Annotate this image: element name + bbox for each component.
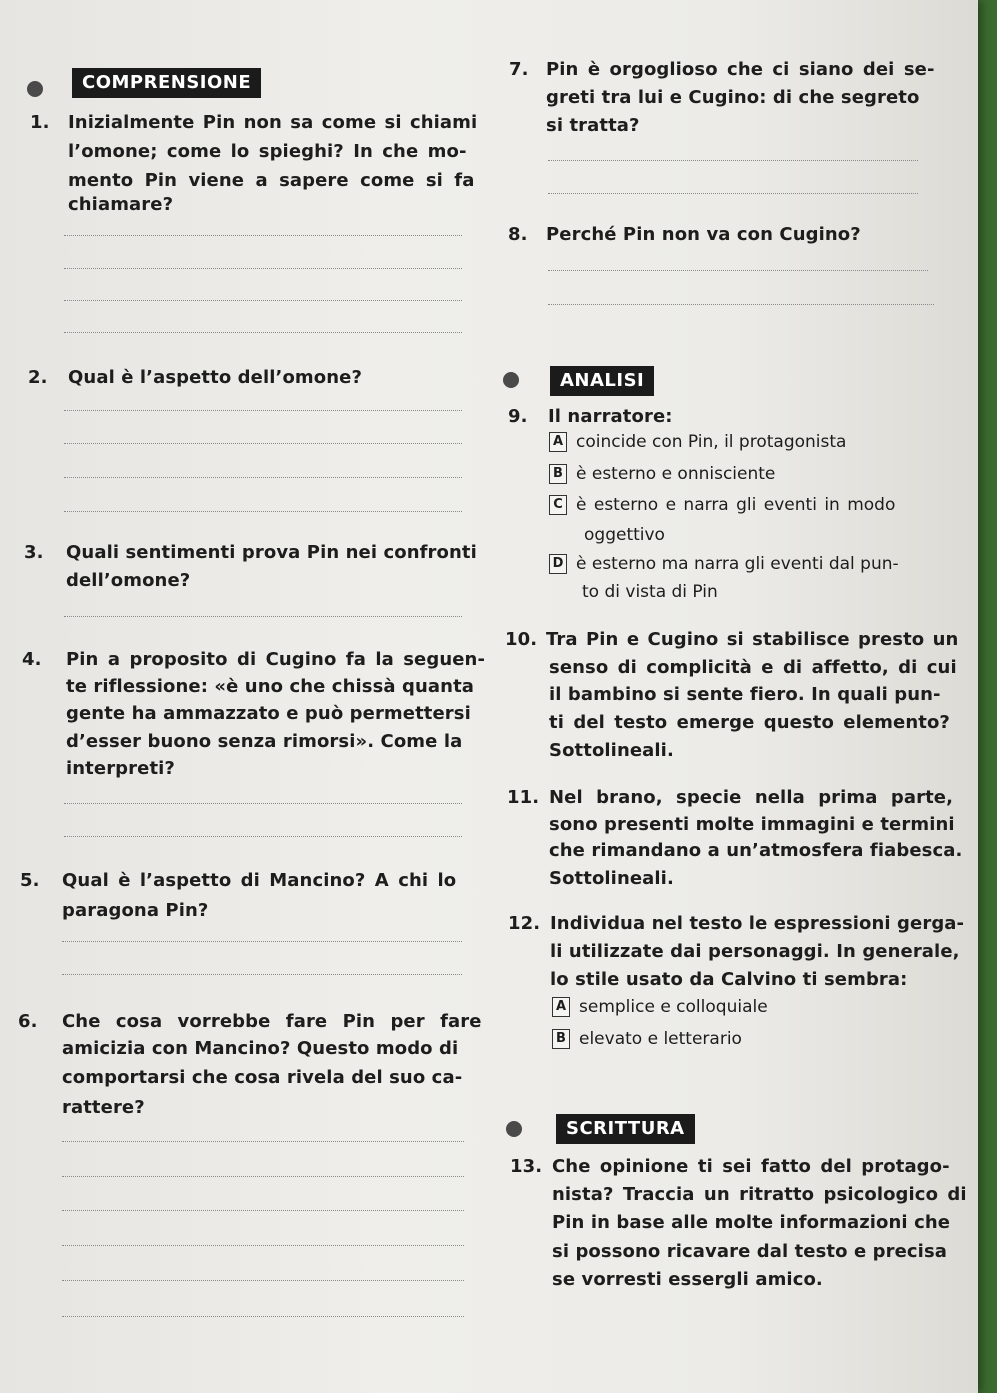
option-letter-box[interactable]: B — [552, 1029, 570, 1049]
q12-line: lo stile usato da Calvino ti sembra: — [550, 969, 908, 990]
q10-line: senso di complicità e di affetto, di cui — [549, 657, 957, 678]
q1-line: mento Pin viene a sapere come si fa — [68, 170, 475, 191]
section-title-analisi: ANALISI — [550, 366, 654, 396]
answer-line[interactable] — [62, 941, 462, 942]
q13-number: 13. — [510, 1156, 543, 1177]
answer-line[interactable] — [62, 974, 462, 975]
section-title-comprensione: COMPRENSIONE — [72, 68, 261, 98]
q9-option-c[interactable] — [549, 491, 895, 520]
q1-line: chiamare? — [68, 194, 174, 215]
q8-line: Perché Pin non va con Cugino? — [546, 224, 861, 245]
section-bullet-icon — [506, 1121, 522, 1137]
q4-line: interpreti? — [66, 758, 175, 779]
section-bullet-icon — [503, 372, 519, 388]
option-letter-box[interactable]: D — [549, 554, 567, 574]
q13-line: se vorresti essergli amico. — [552, 1269, 823, 1290]
q9-line: Il narratore: — [548, 406, 673, 427]
answer-line[interactable] — [64, 803, 462, 804]
answer-line[interactable] — [64, 511, 462, 512]
q4-line: gente ha ammazzato e può permettersi — [66, 703, 471, 724]
q11-line: che rimandano a un’atmosfera fiabesca. — [549, 840, 963, 861]
answer-line[interactable] — [64, 235, 462, 236]
option-letter-box[interactable]: A — [549, 432, 567, 452]
option-letter-box[interactable]: A — [552, 997, 570, 1017]
answer-line[interactable] — [64, 477, 462, 478]
answer-line[interactable] — [62, 1210, 464, 1211]
q10-line: ti del testo emerge questo elemento? — [549, 712, 950, 733]
q6-line: amicizia con Mancino? Questo modo di — [62, 1038, 459, 1059]
answer-line[interactable] — [548, 193, 918, 194]
q9-option-b[interactable] — [549, 460, 775, 489]
q5-line: paragona Pin? — [62, 900, 209, 921]
q7-number: 7. — [509, 59, 529, 80]
q10-line: Sottolineali. — [549, 740, 674, 761]
answer-line[interactable] — [62, 1176, 464, 1177]
answer-line[interactable] — [62, 1245, 464, 1246]
answer-line[interactable] — [548, 160, 918, 161]
q13-line: si possono ricavare dal testo e precisa — [552, 1241, 948, 1262]
q3-line: Quali sentimenti prova Pin nei confronti — [66, 542, 477, 563]
q6-line: comportarsi che cosa rivela del suo ca- — [62, 1067, 463, 1088]
q7-line: Pin è orgoglioso che ci siano dei se- — [546, 59, 935, 80]
section-bullet-icon — [27, 81, 43, 97]
answer-line[interactable] — [548, 304, 934, 305]
q11-number: 11. — [507, 787, 540, 808]
option-text: è esterno ma narra gli eventi dal pun- — [576, 554, 899, 574]
option-letter-box[interactable]: C — [549, 495, 567, 515]
answer-line[interactable] — [64, 443, 462, 444]
q6-line: rattere? — [62, 1097, 145, 1118]
q3-line: dell’omone? — [66, 570, 191, 591]
q4-number: 4. — [22, 649, 42, 670]
q4-line: te riflessione: «è uno che chissà quanta — [66, 676, 475, 697]
q2-line: Qual è l’aspetto dell’omone? — [68, 367, 362, 388]
q11-line: Sottolineali. — [549, 868, 674, 889]
option-letter-box[interactable]: B — [549, 464, 567, 484]
q8-number: 8. — [508, 224, 528, 245]
q11-line: Nel brano, specie nella prima parte, — [549, 787, 954, 808]
q4-line: d’esser buono senza rimorsi». Come la — [66, 731, 463, 752]
answer-line[interactable] — [64, 410, 462, 411]
q1-line: l’omone; come lo spieghi? In che mo- — [68, 141, 467, 162]
q11-line: sono presenti molte immagini e termini — [549, 814, 955, 835]
q5-line: Qual è l’aspetto di Mancino? A chi lo — [62, 870, 457, 891]
answer-line[interactable] — [62, 1141, 464, 1142]
q10-line: il bambino si sente fiero. In quali pun- — [549, 684, 941, 705]
q9-option-d[interactable] — [549, 550, 899, 579]
q13-line: nista? Traccia un ritratto psicologico di — [552, 1184, 967, 1205]
q5-number: 5. — [20, 870, 40, 891]
q4-line: Pin a proposito di Cugino fa la seguen- — [66, 649, 486, 670]
q6-number: 6. — [18, 1011, 38, 1032]
q12-option-b[interactable] — [552, 1025, 742, 1054]
q7-line: si tratta? — [546, 115, 640, 136]
q10-line: Tra Pin e Cugino si stabilisce presto un — [546, 629, 959, 650]
section-title-scrittura: SCRITTURA — [556, 1114, 695, 1144]
option-text: semplice e colloquiale — [579, 997, 768, 1017]
q13-line: Che opinione ti sei fatto del protago- — [552, 1156, 950, 1177]
q13-line: Pin in base alle molte informazioni che — [552, 1212, 951, 1233]
option-text-continued: oggettivo — [584, 525, 665, 545]
option-text-continued: to di vista di Pin — [582, 582, 718, 602]
q9-option-a[interactable] — [549, 428, 846, 457]
answer-line[interactable] — [64, 836, 462, 837]
q2-number: 2. — [28, 367, 48, 388]
answer-line[interactable] — [64, 332, 462, 333]
q9-number: 9. — [508, 406, 528, 427]
option-text: coincide con Pin, il protagonista — [576, 432, 847, 452]
answer-line[interactable] — [548, 270, 928, 271]
q3-number: 3. — [24, 542, 44, 563]
q1-line: Inizialmente Pin non sa come si chiami — [68, 112, 478, 133]
q7-line: greti tra lui e Cugino: di che segreto — [546, 87, 920, 108]
option-text: è esterno e onnisciente — [576, 464, 776, 484]
answer-line[interactable] — [62, 1280, 464, 1281]
q1-number: 1. — [30, 112, 50, 133]
answer-line[interactable] — [64, 616, 462, 617]
q12-line: Individua nel testo le espressioni gerga- — [550, 913, 965, 934]
q12-line: li utilizzate dai personaggi. In generale, — [550, 941, 960, 962]
answer-line[interactable] — [62, 1316, 464, 1317]
option-text: elevato e letterario — [579, 1029, 742, 1049]
answer-line[interactable] — [64, 300, 462, 301]
option-text: è esterno e narra gli eventi in modo — [576, 495, 896, 515]
answer-line[interactable] — [64, 268, 462, 269]
q12-number: 12. — [508, 913, 541, 934]
q6-line: Che cosa vorrebbe fare Pin per fare — [62, 1011, 482, 1032]
q10-number: 10. — [505, 629, 538, 650]
q12-option-a[interactable] — [552, 993, 768, 1022]
